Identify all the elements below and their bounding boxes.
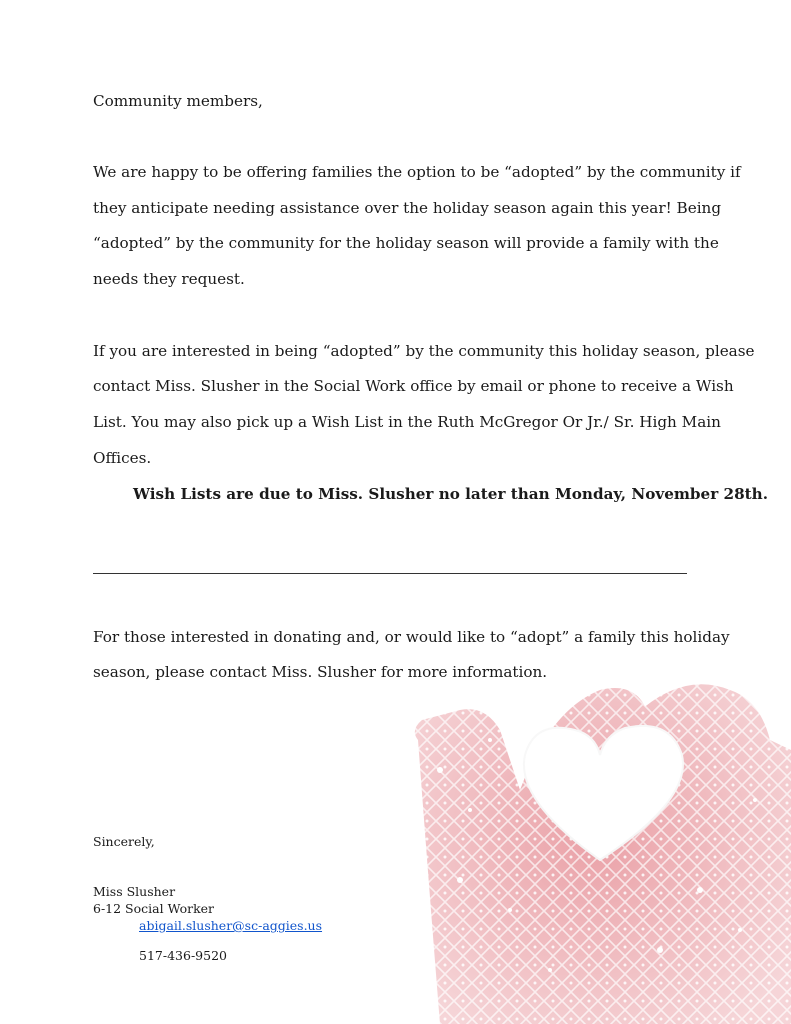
deadline-notice: Wish Lists are due to Miss. Slusher no later than Monday, November 28th. xyxy=(133,485,768,503)
paragraph-3-line-1: For those interested in donating and, or would like to “adopt” a family this holiday xyxy=(93,628,730,646)
paragraph-2-line-3: List. You may also pick up a Wish List in the Ruth McGregor Or Jr./ Sr. High Main xyxy=(93,413,721,431)
mittens-snow-heart-image xyxy=(400,650,791,1024)
signer-role: 6-12 Social Worker xyxy=(93,901,215,916)
paragraph-1-line-1: We are happy to be offering families the option to be “adopted” by the community if xyxy=(93,163,741,181)
email-link[interactable]: abigail.slusher@sc-aggies.us xyxy=(139,918,323,933)
paragraph-2-line-2: contact Miss. Slusher in the Social Work office by email or phone to receive a Wish xyxy=(93,377,734,395)
signer-name: Miss Slusher xyxy=(93,884,176,899)
paragraph-3-line-2: season, please contact Miss. Slusher for more information. xyxy=(93,663,548,681)
paragraph-1-line-4: needs they request. xyxy=(93,270,245,288)
paragraph-2-line-1: If you are interested in being “adopted” by the community this holiday season, please xyxy=(93,342,755,360)
paragraph-1-line-2: they anticipate needing assistance over the holiday season again this year! Being xyxy=(93,199,722,217)
salutation: Community members, xyxy=(93,92,263,110)
divider-line xyxy=(93,573,687,574)
paragraph-2-line-4: Offices. xyxy=(93,449,152,467)
closing: Sincerely, xyxy=(93,834,155,849)
paragraph-1-line-3: “adopted” by the community for the holiday season will provide a family with the xyxy=(93,234,719,252)
phone-number: 517-436-9520 xyxy=(139,948,227,963)
